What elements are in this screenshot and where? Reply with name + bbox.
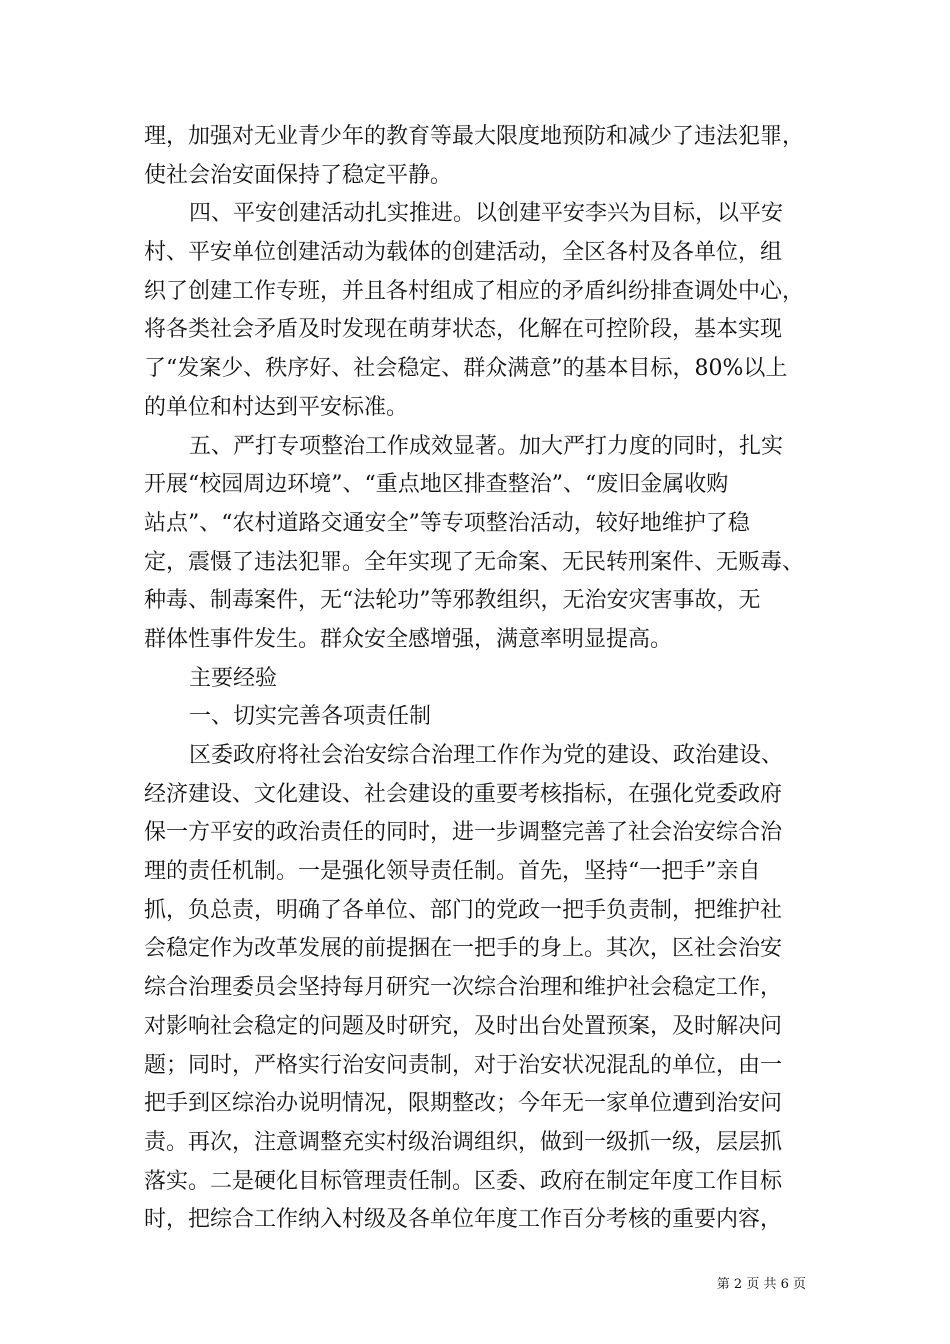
document-body	[144, 118, 806, 1240]
text-line: 对影响社会稳定的问题及时研究，及时出台处置预案，及时解决问	[144, 1013, 783, 1039]
text-line: 将各类社会矛盾及时发现在萌芽状态，化解在可控阶段，基本实现	[144, 317, 783, 343]
page-number-footer: 第 2 页 共 6 页	[716, 1277, 806, 1292]
text-line: 开展“校园周边环境”、“重点地区排查整治”、“废旧金属收购	[144, 472, 729, 498]
section-heading-line: 四、平安创建活动扎实推进。以创建平安李兴为目标，以平安	[189, 201, 784, 227]
text-line: 的单位和村达到平安标准。	[144, 394, 409, 420]
text-line: 把手到区综治办说明情况，限期整改；今年无一家单位遭到治安问	[144, 1091, 783, 1117]
text-line: 理的责任机制。一是强化领导责任制。首先，坚持“一把手”亲自	[144, 859, 761, 885]
text-line: 理，加强对无业青少年的教育等最大限度地预防和减少了违法犯罪，	[144, 124, 805, 149]
text-line: 种毒、制毒案件，无“法轮功”等邪教组织，无治安灾害事故，无	[144, 588, 761, 614]
text-line: 了“发案少、秩序好、社会稳定、群众满意”的基本目标，80%以上	[144, 356, 788, 382]
text-line: 抓，负总责，明确了各单位、部门的党政一把手负责制，把维护社	[144, 897, 783, 923]
text-line: 经济建设、文化建设、社会建设的重要考核指标，在强化党委政府	[144, 781, 783, 807]
text-line: 责。再次，注意调整充实村级治调组织，做到一级抓一级，层层抓	[144, 1129, 783, 1155]
section-heading-line: 五、严打专项整治工作成效显著。加大严打力度的同时，扎实	[189, 433, 784, 459]
text-line: 站点”、“农村道路交通安全”等专项整治活动，较好地维护了稳	[144, 510, 750, 536]
text-line: 会稳定作为改革发展的前提捆在一把手的身上。其次，区社会治安	[144, 936, 783, 962]
text-line: 使社会治安面保持了稳定平静。	[144, 162, 453, 188]
text-line: 保一方平安的政治责任的同时，进一步调整完善了社会治安综合治	[144, 820, 783, 846]
text-line: 综合治理委员会坚持每月研究一次综合治理和维护社会稳定工作，	[144, 975, 783, 1001]
main-experience-heading: 主要经验	[189, 665, 278, 691]
text-line: 群体性事件发生。群众安全感增强，满意率明显提高。	[144, 626, 673, 652]
subsection-heading: 一、切实完善各项责任制	[189, 704, 432, 730]
paragraph-start-line: 区委政府将社会治安综合治理工作作为党的建设、政治建设、	[189, 743, 784, 768]
text-line: 落实。二是硬化目标管理责任制。区委、政府在制定年度工作目标	[144, 1168, 783, 1194]
text-line: 织了创建工作专班，并且各村组成了相应的矛盾纠纷排查调处中心，	[144, 278, 805, 304]
text-line: 时，把综合工作纳入村级及各单位年度工作百分考核的重要内容，	[144, 1207, 783, 1233]
text-line: 题；同时，严格实行治安问责制，对于治安状况混乱的单位，由一	[144, 1052, 783, 1078]
text-line: 村、平安单位创建活动为载体的创建活动，全区各村及各单位，组	[144, 240, 783, 266]
text-line: 定，震慑了违法犯罪。全年实现了无命案、无民转刑案件、无贩毒、	[144, 549, 805, 575]
